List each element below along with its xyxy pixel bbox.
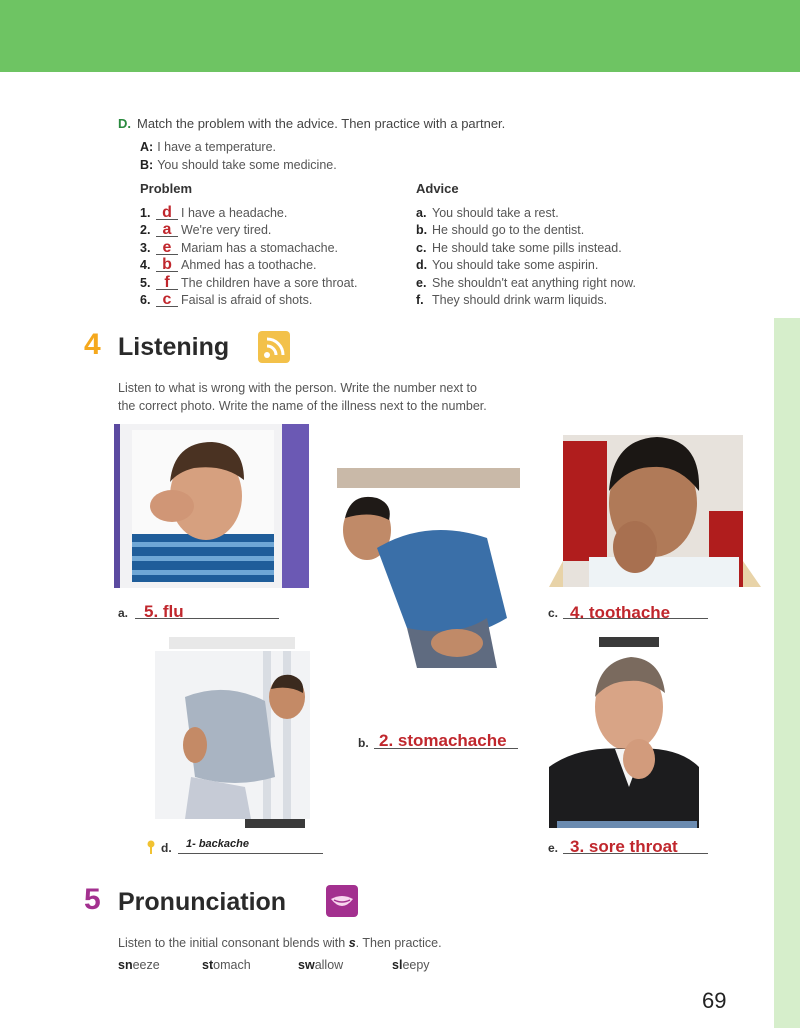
pronunciation-number: 5 <box>84 883 101 916</box>
header-band <box>0 0 800 72</box>
answer-blank[interactable]: f <box>156 276 178 290</box>
mouth-icon[interactable] <box>326 885 358 917</box>
dialog-a: A: I have a temperature. <box>140 140 277 154</box>
key-icon <box>146 840 156 854</box>
section-d-instruction: D. Match the problem with the advice. Then practice with a partner. <box>118 116 506 131</box>
answer-blank[interactable]: e <box>156 241 178 255</box>
advice-row: b. He should go to the dentist. <box>416 223 585 237</box>
photo-toothache <box>549 421 761 587</box>
problem-row: 4. b Ahmed has a toothache. <box>140 256 317 273</box>
problem-header: Problem <box>140 181 193 196</box>
problem-row: 2. a We're very tired. <box>140 221 272 238</box>
photo-stomachache <box>337 468 520 668</box>
listening-title: Listening <box>118 333 230 361</box>
item-e-answer: 3. sore throat <box>570 837 678 856</box>
answer-blank[interactable]: b <box>156 258 178 272</box>
advice-row: d. You should take some aspirin. <box>416 258 599 272</box>
item-b-answer: 2. stomachache <box>379 731 507 750</box>
side-band <box>774 318 800 1028</box>
problem-row: 3. e Mariam has a stomachache. <box>140 239 339 256</box>
advice-row: c. He should take some pills instead. <box>416 241 622 255</box>
item-c-letter: c. <box>548 606 559 620</box>
page-number: 69 <box>702 988 727 1013</box>
dialog-b: B: You should take some medicine. <box>140 158 337 172</box>
advice-row: f. They should drink warm liquids. <box>416 293 608 307</box>
advice-row: e. She shouldn't eat anything right now. <box>416 276 636 290</box>
item-e-letter: e. <box>548 841 559 855</box>
audio-icon[interactable] <box>258 331 290 363</box>
item-c-answer: 4. toothache <box>570 603 671 622</box>
item-a-answer: 5. flu <box>144 602 184 621</box>
pronunciation-intro: Listen to the initial consonant blends with s. Then practice. <box>118 936 442 950</box>
photo-headache <box>114 424 309 588</box>
answer-blank[interactable]: c <box>156 293 178 307</box>
problem-row: 5. f The children have a sore throat. <box>140 274 358 291</box>
item-d-answer: 1- backache <box>186 838 249 850</box>
listening-number: 4 <box>84 328 101 361</box>
item-d-letter: d. <box>161 841 172 855</box>
item-a-letter: a. <box>118 606 129 620</box>
answer-blank[interactable]: d <box>156 206 178 220</box>
listening-intro: Listen to what is wrong with the person. Write the number next to the correct photo. Write the name of the illness next to the number. <box>118 381 487 413</box>
word-sneeze: sneeze <box>118 958 160 972</box>
word-stomach: stomach <box>202 958 251 972</box>
item-b-letter: b. <box>358 736 369 750</box>
advice-row: a. You should take a rest. <box>416 206 559 220</box>
problem-row: 6. c Faisal is afraid of shots. <box>140 291 313 308</box>
photo-backache <box>155 637 310 828</box>
word-swallow: swallow <box>298 958 344 972</box>
pronunciation-title: Pronunciation <box>118 888 287 916</box>
photo-sore-throat <box>549 637 699 828</box>
advice-header: Advice <box>416 181 459 196</box>
answer-blank[interactable]: a <box>156 223 178 237</box>
problem-row: 1. d I have a headache. <box>140 204 288 221</box>
word-sleepy: sleepy <box>392 958 430 972</box>
